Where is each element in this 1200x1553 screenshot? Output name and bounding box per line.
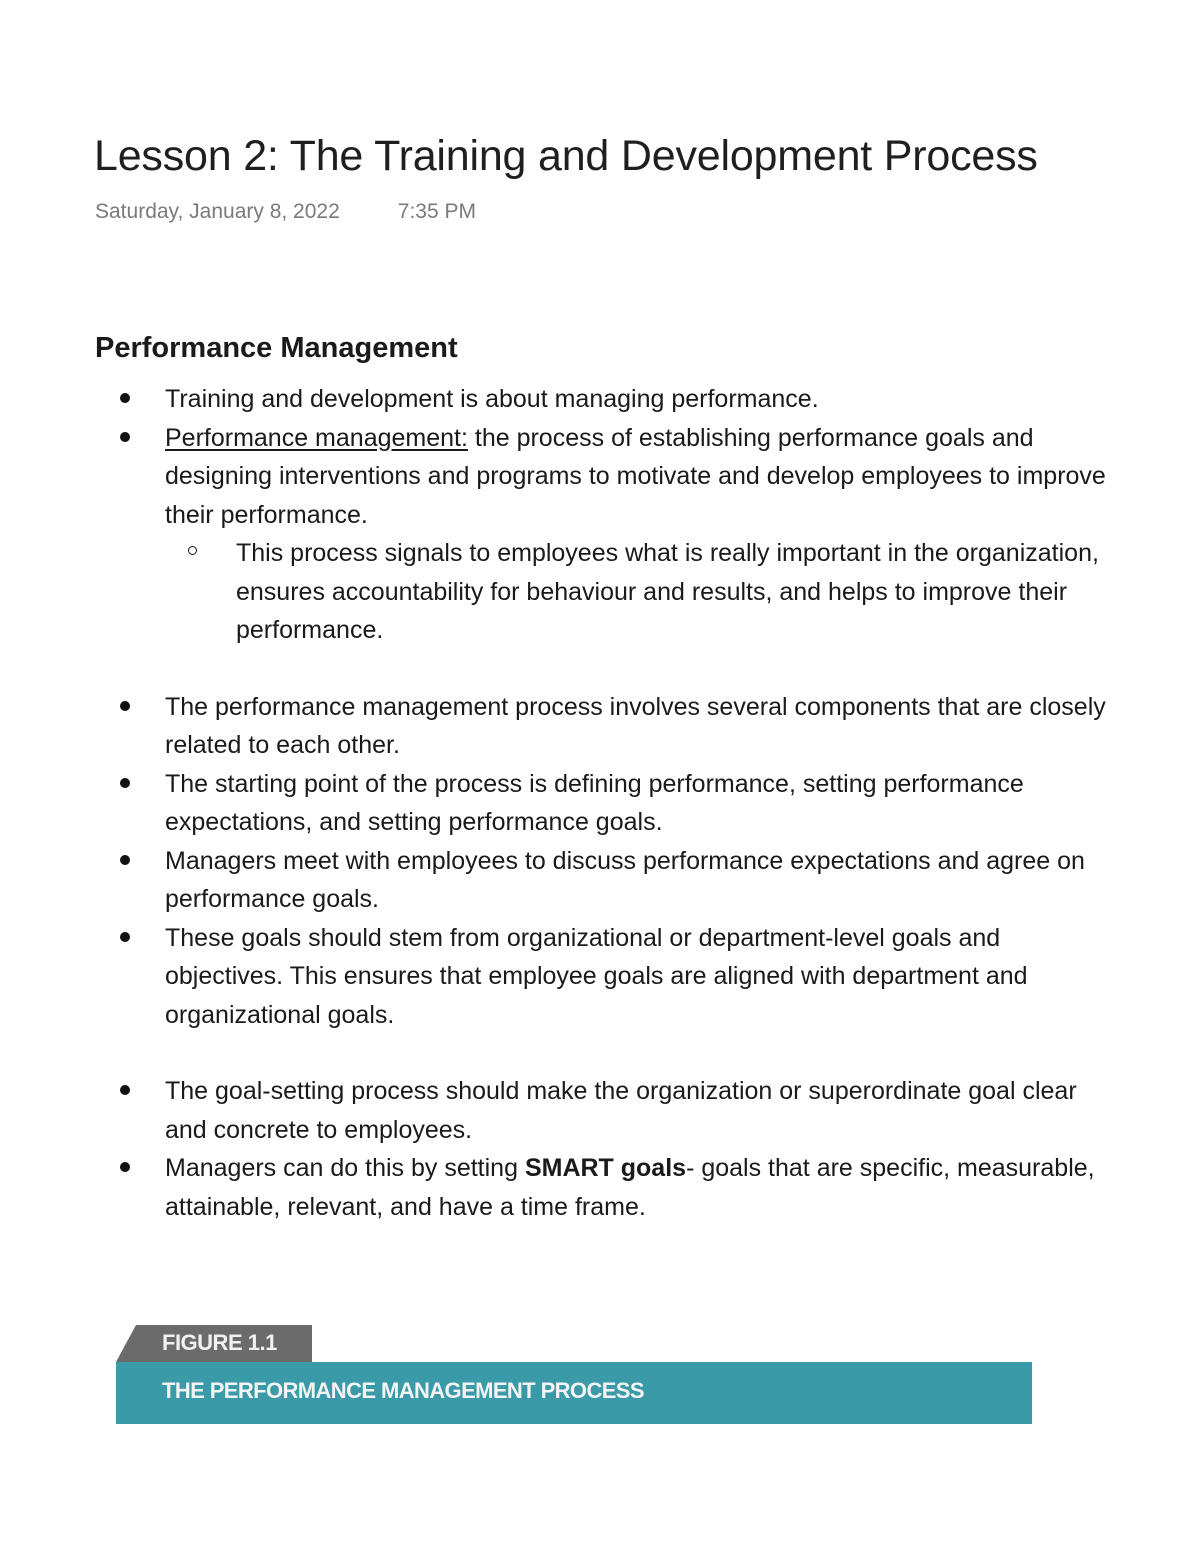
figure-label: FIGURE 1.1 — [162, 1330, 277, 1355]
bullet-list — [95, 688, 1125, 1035]
bold-term: SMART goals — [524, 1154, 687, 1182]
bullet-list — [95, 1072, 1125, 1226]
list-item — [95, 842, 1125, 919]
list-item — [95, 688, 1125, 765]
list-item — [95, 1149, 1125, 1226]
list-item — [95, 1072, 1125, 1149]
page-time: 7:35 PM — [397, 200, 476, 223]
section-heading: Performance Management — [95, 332, 458, 364]
bullet-text: The goal-setting process should make the organization or superordinate goal clear and concrete to employees. — [165, 1077, 1077, 1144]
list-item — [95, 919, 1125, 1035]
bullet-text: These goals should stem from organizational or department-level goals and objectives. This ensures that employee goals are aligned with department and organizational goals. — [165, 923, 1028, 1029]
notes-body — [95, 380, 1125, 1226]
figure-banner — [116, 1325, 1032, 1424]
list-item — [95, 765, 1125, 842]
bullet-text: Managers meet with employees to discuss performance expectations and agree on performance goals. — [165, 846, 1085, 913]
list-item — [95, 380, 1125, 419]
page-metadata — [95, 200, 476, 224]
bullet-text-prefix: Managers can do this by setting — [165, 1154, 525, 1182]
spacer — [95, 1034, 1125, 1072]
definition-text: the process of establishing performance goals and designing interventions and programs to motivate and develop employees to improve their performance. — [165, 423, 1106, 529]
sub-bullet-list — [165, 534, 1125, 650]
bullet-text: The performance management process involves several components that are closely related to each other. — [165, 692, 1106, 759]
sub-bullet-text: This process signals to employees what is really important in the organization, ensures accountability for behaviour and results, and helps to improve their performance. — [236, 539, 1099, 644]
defined-term: Performance management: — [165, 423, 468, 452]
bullet-text-suffix: - goals that are specific, measurable, attainable, relevant, and have a time frame. — [165, 1154, 1095, 1221]
figure-title: THE PERFORMANCE MANAGEMENT PROCESS — [162, 1378, 644, 1403]
spacer — [95, 650, 1125, 688]
bullet-text: Training and development is about managing performance. — [165, 385, 819, 413]
list-item — [95, 419, 1125, 650]
page-date: Saturday, January 8, 2022 — [95, 200, 340, 223]
page-title: Lesson 2: The Training and Development Process — [94, 132, 1038, 180]
bullet-text: The starting point of the process is defining performance, setting performance expectations, and setting performance goals. — [165, 769, 1024, 836]
sub-list-item — [165, 534, 1125, 650]
figure-title-bar — [116, 1362, 1032, 1424]
bullet-list — [95, 380, 1125, 650]
